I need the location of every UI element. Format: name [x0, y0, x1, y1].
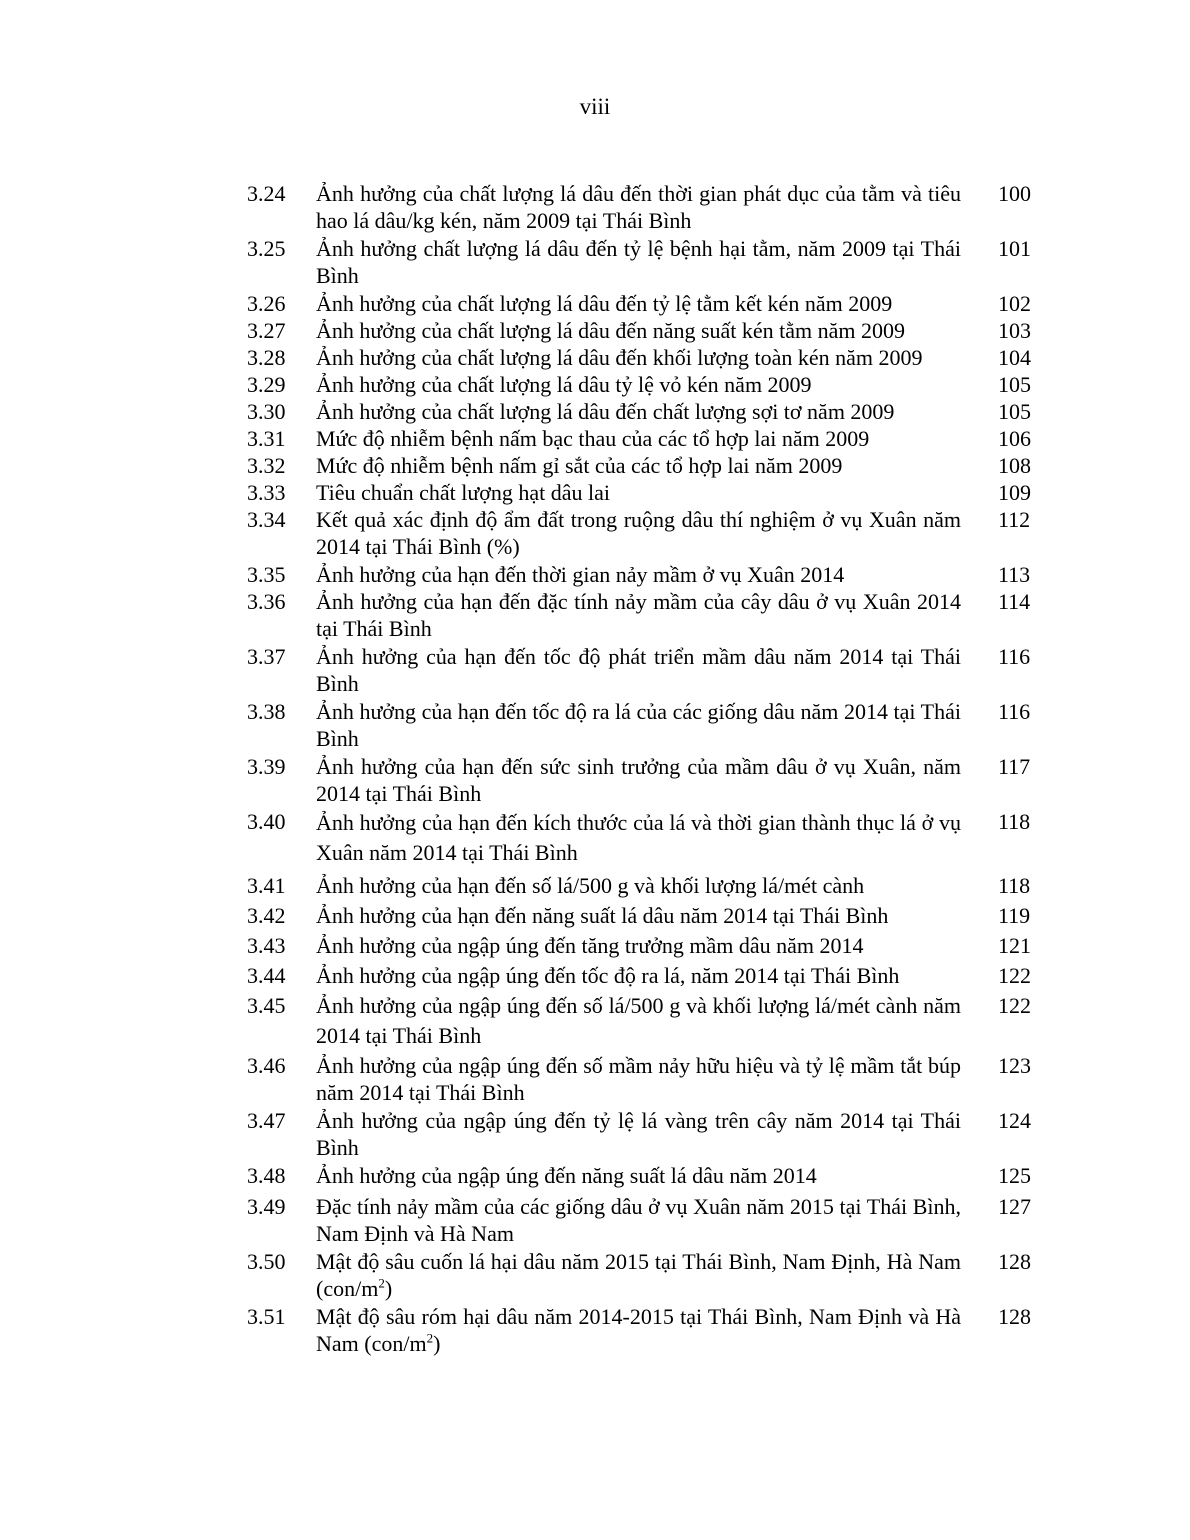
entry-page: 122	[998, 963, 1031, 988]
page-number: viii	[579, 94, 611, 119]
entry-page: 114	[998, 589, 1031, 614]
entry-number: 3.26	[247, 291, 286, 316]
entry-title: Ảnh hưởng của hạn đến số lá/500 g và khối lượng lá/mét cành	[316, 873, 865, 898]
entry-title: Ảnh hưởng của chất lượng lá dâu đến tỷ lệ tằm kết kén năm 2009	[316, 291, 893, 316]
entry-title: Đặc tính nảy mầm của các giống dâu ở vụ Xuân năm 2015 tại Thái Bình, Nam Định và Hà Nam	[316, 1194, 961, 1246]
entry-number: 3.42	[247, 903, 286, 928]
entry-number: 3.27	[247, 318, 286, 343]
entry-page: 116	[998, 644, 1031, 669]
entry-title: Ảnh hưởng của ngập úng đến số mầm nảy hữu hiệu và tỷ lệ mầm tắt búp năm 2014 tại Thái Bình	[316, 1053, 961, 1105]
table-of-contents	[0, 180, 1190, 1357]
entry-title: Ảnh hưởng của ngập úng đến tăng trưởng mầm dâu năm 2014	[316, 933, 864, 958]
entry-title-suffix: )	[384, 1276, 393, 1301]
entry-title: Ảnh hưởng của hạn đến sức sinh trưởng của mầm dâu ở vụ Xuân, năm 2014 tại Thái Bình	[316, 754, 961, 806]
entry-page: 112	[998, 507, 1031, 532]
entry-page: 125	[998, 1163, 1031, 1188]
entry-number: 3.34	[247, 507, 286, 532]
entry-number: 3.30	[247, 399, 286, 424]
entry-number: 3.25	[247, 236, 286, 261]
entry-page: 118	[998, 873, 1031, 898]
toc-entry	[0, 317, 1190, 344]
entry-number: 3.48	[247, 1163, 286, 1188]
toc-entry	[0, 961, 1190, 991]
entry-title: Ảnh hưởng của chất lượng lá dâu đến chất lượng sợi tơ năm 2009	[316, 399, 895, 424]
entry-title: Tiêu chuẩn chất lượng hạt dâu lai	[316, 480, 611, 505]
entry-title-text: Mật độ sâu cuốn lá hại dâu năm 2015 tại Thái Bình, Nam Định, Hà Nam (con/m	[316, 1249, 961, 1301]
entry-number: 3.49	[247, 1194, 286, 1219]
toc-entry	[0, 1248, 1190, 1302]
entry-page: 127	[998, 1194, 1031, 1219]
entry-number: 3.41	[247, 873, 286, 898]
entry-title	[316, 1248, 961, 1302]
toc-entry	[0, 1162, 1190, 1189]
entry-title-text: Mật độ sâu róm hại dâu năm 2014-2015 tại Thái Bình, Nam Định và Hà Nam (con/m	[316, 1304, 961, 1356]
entry-number: 3.43	[247, 933, 286, 958]
entry-page: 104	[998, 345, 1031, 370]
toc-entry	[0, 479, 1190, 506]
entry-page: 108	[998, 453, 1031, 478]
entry-page: 118	[998, 809, 1031, 834]
toc-entry	[0, 901, 1190, 931]
entry-number: 3.37	[247, 644, 286, 669]
entry-page: 102	[998, 291, 1031, 316]
toc-entry	[0, 808, 1190, 868]
entry-number: 3.38	[247, 699, 286, 724]
entry-title	[316, 1303, 961, 1357]
entry-title: Ảnh hưởng của ngập úng đến số lá/500 g và khối lượng lá/mét cành năm 2014 tại Thái Bình	[316, 993, 961, 1048]
entry-number: 3.44	[247, 963, 286, 988]
entry-number: 3.50	[247, 1249, 286, 1274]
entry-page: 121	[998, 933, 1031, 958]
entry-page: 124	[998, 1108, 1031, 1133]
toc-entry	[0, 1303, 1190, 1357]
entry-page: 109	[998, 480, 1031, 505]
entry-number: 3.28	[247, 345, 286, 370]
entry-number: 3.29	[247, 372, 286, 397]
entry-title-superscript: 2	[426, 1330, 434, 1346]
entry-title: Ảnh hưởng của hạn đến năng suất lá dâu năm 2014 tại Thái Bình	[316, 903, 889, 928]
entry-page: 103	[998, 318, 1031, 343]
toc-entry	[0, 991, 1190, 1051]
toc-entry	[0, 235, 1190, 289]
entry-page: 128	[998, 1304, 1031, 1329]
entry-page: 106	[998, 426, 1031, 451]
toc-entry	[0, 753, 1190, 807]
toc-entry	[0, 1107, 1190, 1161]
entry-title: Ảnh hưởng của chất lượng lá dâu đến thời gian phát dục của tằm và tiêu hao lá dâu/kg kén, năm 2009 tại Thái Bình	[316, 181, 961, 233]
entry-title: Ảnh hưởng của chất lượng lá dâu tỷ lệ vỏ kén năm 2009	[316, 372, 812, 397]
toc-entry	[0, 561, 1190, 588]
toc-entry	[0, 425, 1190, 452]
entry-title: Ảnh hưởng của hạn đến tốc độ phát triển mầm dâu năm 2014 tại Thái Bình	[316, 644, 961, 696]
entry-title: Mức độ nhiễm bệnh nấm bạc thau của các tổ hợp lai năm 2009	[316, 426, 870, 451]
toc-entry	[0, 1193, 1190, 1247]
entry-number: 3.35	[247, 562, 286, 587]
entry-number: 3.47	[247, 1108, 286, 1133]
toc-entry	[0, 344, 1190, 371]
toc-entry	[0, 506, 1190, 560]
toc-entry	[0, 180, 1190, 234]
entry-page: 105	[998, 372, 1031, 397]
entry-page: 128	[998, 1249, 1031, 1274]
entry-page: 119	[998, 903, 1031, 928]
entry-page: 123	[998, 1053, 1031, 1078]
entry-number: 3.40	[247, 809, 286, 834]
entry-number: 3.51	[247, 1304, 286, 1329]
toc-entry	[0, 398, 1190, 425]
entry-title: Kết quả xác định độ ẩm đất trong ruộng dâu thí nghiệm ở vụ Xuân năm 2014 tại Thái Bình (%)	[316, 507, 961, 559]
entry-page: 116	[998, 699, 1031, 724]
entry-page: 113	[998, 562, 1031, 587]
toc-entry	[0, 588, 1190, 642]
toc-entry	[0, 1052, 1190, 1106]
entry-title: Ảnh hưởng của hạn đến kích thước của lá và thời gian thành thục lá ở vụ Xuân năm 2014 tại Thái Bình	[316, 810, 961, 865]
toc-entry	[0, 290, 1190, 317]
entry-title: Ảnh hưởng chất lượng lá dâu đến tỷ lệ bệnh hại tằm, năm 2009 tại Thái Bình	[316, 236, 961, 288]
entry-number: 3.45	[247, 993, 286, 1018]
entry-number: 3.39	[247, 754, 286, 779]
entry-title: Ảnh hưởng của hạn đến thời gian nảy mầm ở vụ Xuân 2014	[316, 562, 845, 587]
entry-number: 3.24	[247, 181, 286, 206]
entry-page: 100	[998, 181, 1031, 206]
entry-page: 122	[998, 993, 1031, 1018]
entry-title: Ảnh hưởng của ngập úng đến năng suất lá dâu năm 2014	[316, 1163, 817, 1188]
entry-title: Mức độ nhiễm bệnh nấm gỉ sắt của các tổ hợp lai năm 2009	[316, 453, 843, 478]
toc-entry	[0, 371, 1190, 398]
entry-title: Ảnh hưởng của ngập úng đến tỷ lệ lá vàng trên cây năm 2014 tại Thái Bình	[316, 1108, 961, 1160]
toc-entry	[0, 871, 1190, 901]
toc-entry	[0, 698, 1190, 752]
entry-page: 101	[998, 236, 1031, 261]
toc-entry	[0, 452, 1190, 479]
entry-number: 3.31	[247, 426, 286, 451]
entry-title: Ảnh hưởng của hạn đến đặc tính nảy mầm của cây dâu ở vụ Xuân 2014 tại Thái Bình	[316, 589, 961, 641]
entry-title-superscript: 2	[378, 1275, 385, 1291]
entry-number: 3.32	[247, 453, 286, 478]
entry-title: Ảnh hưởng của hạn đến tốc độ ra lá của các giống dâu năm 2014 tại Thái Bình	[316, 699, 961, 751]
entry-title: Ảnh hưởng của chất lượng lá dâu đến khối lượng toàn kén năm 2009	[316, 345, 923, 370]
toc-entry	[0, 931, 1190, 961]
entry-title-suffix: )	[433, 1331, 441, 1356]
entry-page: 117	[998, 754, 1031, 779]
entry-page: 105	[998, 399, 1031, 424]
entry-number: 3.46	[247, 1053, 286, 1078]
entry-number: 3.36	[247, 589, 286, 614]
entry-number: 3.33	[247, 480, 286, 505]
toc-entry	[0, 643, 1190, 697]
entry-title: Ảnh hưởng của ngập úng đến tốc độ ra lá, năm 2014 tại Thái Bình	[316, 963, 900, 988]
entry-title: Ảnh hưởng của chất lượng lá dâu đến năng suất kén tằm năm 2009	[316, 318, 906, 343]
